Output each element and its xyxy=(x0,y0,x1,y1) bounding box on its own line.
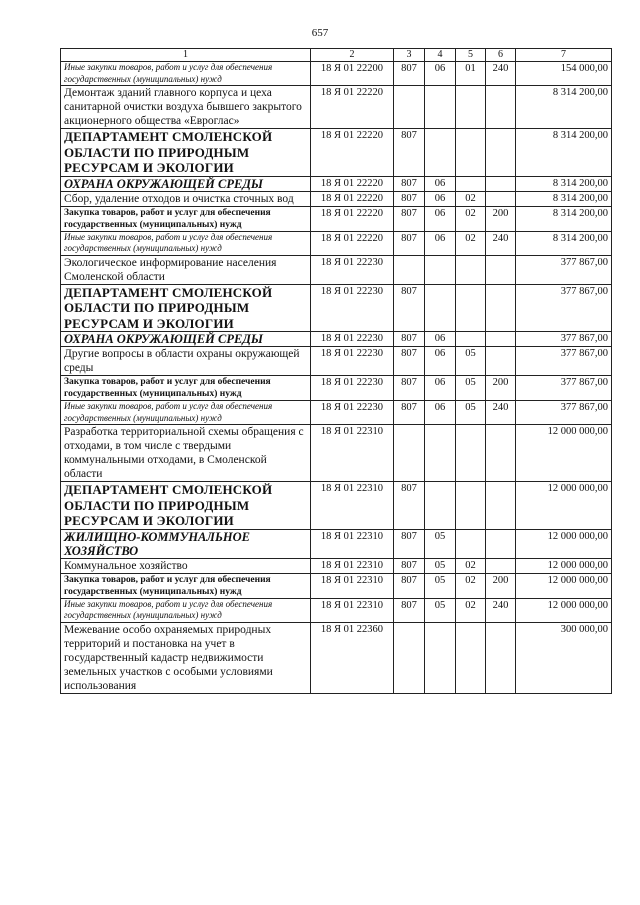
table-row xyxy=(61,622,612,693)
table-row xyxy=(61,231,612,255)
header-row xyxy=(61,49,612,62)
section-code: 05 xyxy=(425,573,456,598)
amount: 377 867,00 xyxy=(516,347,612,376)
subsection-code xyxy=(456,529,486,558)
expense-type-code xyxy=(486,191,516,206)
table-row xyxy=(61,482,612,530)
amount: 154 000,00 xyxy=(516,62,612,86)
subsection-code xyxy=(456,129,486,177)
table-row xyxy=(61,176,612,191)
table-row xyxy=(61,332,612,347)
target-code: 18 Я 01 22220 xyxy=(311,86,394,129)
target-code: 18 Я 01 22220 xyxy=(311,191,394,206)
header-cell-2: 2 xyxy=(311,49,394,62)
grbs-code: 807 xyxy=(394,401,425,425)
subsection-code: 05 xyxy=(456,376,486,401)
row-name: ДЕПАРТАМЕНТ СМОЛЕНСКОЙ ОБЛАСТИ ПО ПРИРОДНЫМ РЕСУРСАМ И ЭКОЛОГИИ xyxy=(61,129,311,177)
target-code: 18 Я 01 22200 xyxy=(311,62,394,86)
grbs-code: 807 xyxy=(394,231,425,255)
header-cell-5: 5 xyxy=(456,49,486,62)
grbs-code: 807 xyxy=(394,482,425,530)
subsection-code xyxy=(456,482,486,530)
header-cell-6: 6 xyxy=(486,49,516,62)
target-code: 18 Я 01 22310 xyxy=(311,558,394,573)
expense-type-code xyxy=(486,284,516,332)
amount: 8 314 200,00 xyxy=(516,86,612,129)
amount: 377 867,00 xyxy=(516,376,612,401)
target-code: 18 Я 01 22230 xyxy=(311,255,394,284)
grbs-code: 807 xyxy=(394,347,425,376)
subsection-code: 02 xyxy=(456,558,486,573)
subsection-code xyxy=(456,176,486,191)
row-name: Иные закупки товаров, работ и услуг для обеспечения государственных (муниципальных) нужд xyxy=(61,231,311,255)
grbs-code: 807 xyxy=(394,206,425,231)
table-row xyxy=(61,376,612,401)
header-cell-4: 4 xyxy=(425,49,456,62)
target-code: 18 Я 01 22230 xyxy=(311,376,394,401)
table-row xyxy=(61,558,612,573)
target-code: 18 Я 01 22230 xyxy=(311,332,394,347)
row-name: Закупка товаров, работ и услуг для обеспечения государственных (муниципальных) нужд xyxy=(61,376,311,401)
expense-type-code xyxy=(486,86,516,129)
header-cell-3: 3 xyxy=(394,49,425,62)
target-code: 18 Я 01 22310 xyxy=(311,598,394,622)
target-code: 18 Я 01 22230 xyxy=(311,284,394,332)
expense-type-code xyxy=(486,558,516,573)
target-code: 18 Я 01 22310 xyxy=(311,529,394,558)
section-code xyxy=(425,425,456,482)
section-code xyxy=(425,255,456,284)
grbs-code: 807 xyxy=(394,191,425,206)
row-name: Разработка территориальной схемы обращения с отходами, в том числе с твердыми коммунальными отходами, в Смоленской области xyxy=(61,425,311,482)
header-cell-7: 7 xyxy=(516,49,612,62)
section-code: 06 xyxy=(425,176,456,191)
section-code xyxy=(425,284,456,332)
expense-type-code xyxy=(486,176,516,191)
amount: 377 867,00 xyxy=(516,332,612,347)
section-code: 06 xyxy=(425,347,456,376)
section-code: 06 xyxy=(425,376,456,401)
target-code: 18 Я 01 22220 xyxy=(311,129,394,177)
table-row xyxy=(61,284,612,332)
subsection-code: 02 xyxy=(456,206,486,231)
target-code: 18 Я 01 22220 xyxy=(311,231,394,255)
target-code: 18 Я 01 22310 xyxy=(311,425,394,482)
grbs-code: 807 xyxy=(394,284,425,332)
table-row xyxy=(61,62,612,86)
expense-type-code: 240 xyxy=(486,231,516,255)
section-code: 05 xyxy=(425,558,456,573)
section-code xyxy=(425,129,456,177)
subsection-code: 01 xyxy=(456,62,486,86)
section-code: 05 xyxy=(425,529,456,558)
target-code: 18 Я 01 22230 xyxy=(311,401,394,425)
target-code: 18 Я 01 22310 xyxy=(311,482,394,530)
subsection-code xyxy=(456,622,486,693)
amount: 377 867,00 xyxy=(516,255,612,284)
budget-table xyxy=(60,48,612,694)
row-name: Межевание особо охраняемых природных территорий и постановка на учет в государственный кадастр недвижимости земельных участков с особыми условиями использования xyxy=(61,622,311,693)
section-code xyxy=(425,482,456,530)
row-name: Другие вопросы в области охраны окружающей среды xyxy=(61,347,311,376)
grbs-code xyxy=(394,86,425,129)
grbs-code: 807 xyxy=(394,62,425,86)
row-name: Иные закупки товаров, работ и услуг для обеспечения государственных (муниципальных) нужд xyxy=(61,62,311,86)
expense-type-code: 240 xyxy=(486,401,516,425)
section-code xyxy=(425,86,456,129)
expense-type-code: 200 xyxy=(486,206,516,231)
subsection-code xyxy=(456,86,486,129)
subsection-code: 05 xyxy=(456,347,486,376)
amount: 377 867,00 xyxy=(516,284,612,332)
table-row xyxy=(61,206,612,231)
row-name: Иные закупки товаров, работ и услуг для обеспечения государственных (муниципальных) нужд xyxy=(61,598,311,622)
amount: 12 000 000,00 xyxy=(516,529,612,558)
section-code: 06 xyxy=(425,231,456,255)
grbs-code: 807 xyxy=(394,176,425,191)
table-row xyxy=(61,425,612,482)
row-name: Коммунальное хозяйство xyxy=(61,558,311,573)
expense-type-code xyxy=(486,482,516,530)
row-name: ЖИЛИЩНО-КОММУНАЛЬНОЕ ХОЗЯЙСТВО xyxy=(61,529,311,558)
grbs-code: 807 xyxy=(394,332,425,347)
expense-type-code xyxy=(486,332,516,347)
expense-type-code: 240 xyxy=(486,598,516,622)
amount: 8 314 200,00 xyxy=(516,206,612,231)
grbs-code xyxy=(394,425,425,482)
table-row xyxy=(61,598,612,622)
section-code: 06 xyxy=(425,206,456,231)
table-row xyxy=(61,255,612,284)
section-code: 05 xyxy=(425,598,456,622)
subsection-code xyxy=(456,255,486,284)
subsection-code: 05 xyxy=(456,401,486,425)
target-code: 18 Я 01 22220 xyxy=(311,206,394,231)
row-name: Иные закупки товаров, работ и услуг для обеспечения государственных (муниципальных) нужд xyxy=(61,401,311,425)
grbs-code: 807 xyxy=(394,558,425,573)
subsection-code xyxy=(456,284,486,332)
table-row xyxy=(61,129,612,177)
subsection-code: 02 xyxy=(456,573,486,598)
table-row xyxy=(61,191,612,206)
row-name: Сбор, удаление отходов и очистка сточных вод xyxy=(61,191,311,206)
target-code: 18 Я 01 22230 xyxy=(311,347,394,376)
section-code: 06 xyxy=(425,332,456,347)
grbs-code: 807 xyxy=(394,529,425,558)
grbs-code: 807 xyxy=(394,129,425,177)
amount: 377 867,00 xyxy=(516,401,612,425)
grbs-code: 807 xyxy=(394,376,425,401)
row-name: ОХРАНА ОКРУЖАЮЩЕЙ СРЕДЫ xyxy=(61,176,311,191)
expense-type-code: 240 xyxy=(486,62,516,86)
subsection-code: 02 xyxy=(456,598,486,622)
expense-type-code xyxy=(486,425,516,482)
page-number: 657 xyxy=(311,27,329,39)
amount: 12 000 000,00 xyxy=(516,598,612,622)
section-code: 06 xyxy=(425,62,456,86)
amount: 300 000,00 xyxy=(516,622,612,693)
table-row xyxy=(61,529,612,558)
row-name: Демонтаж зданий главного корпуса и цеха санитарной очистки воздуха бывшего закрытого акционерного общества «Евроглас» xyxy=(61,86,311,129)
amount: 12 000 000,00 xyxy=(516,425,612,482)
expense-type-code xyxy=(486,529,516,558)
target-code: 18 Я 01 22360 xyxy=(311,622,394,693)
section-code: 06 xyxy=(425,401,456,425)
subsection-code: 02 xyxy=(456,231,486,255)
section-code xyxy=(425,622,456,693)
row-name: Закупка товаров, работ и услуг для обеспечения государственных (муниципальных) нужд xyxy=(61,206,311,231)
table-row xyxy=(61,347,612,376)
row-name: ДЕПАРТАМЕНТ СМОЛЕНСКОЙ ОБЛАСТИ ПО ПРИРОДНЫМ РЕСУРСАМ И ЭКОЛОГИИ xyxy=(61,284,311,332)
subsection-code xyxy=(456,425,486,482)
target-code: 18 Я 01 22310 xyxy=(311,573,394,598)
amount: 8 314 200,00 xyxy=(516,176,612,191)
grbs-code: 807 xyxy=(394,573,425,598)
amount: 8 314 200,00 xyxy=(516,191,612,206)
grbs-code xyxy=(394,255,425,284)
amount: 12 000 000,00 xyxy=(516,573,612,598)
table-row xyxy=(61,573,612,598)
row-name: Экологическое информирование населения Смоленской области xyxy=(61,255,311,284)
amount: 8 314 200,00 xyxy=(516,231,612,255)
grbs-code xyxy=(394,622,425,693)
row-name: Закупка товаров, работ и услуг для обеспечения государственных (муниципальных) нужд xyxy=(61,573,311,598)
amount: 12 000 000,00 xyxy=(516,558,612,573)
table-row xyxy=(61,86,612,129)
expense-type-code xyxy=(486,255,516,284)
table-row xyxy=(61,401,612,425)
row-name: ДЕПАРТАМЕНТ СМОЛЕНСКОЙ ОБЛАСТИ ПО ПРИРОДНЫМ РЕСУРСАМ И ЭКОЛОГИИ xyxy=(61,482,311,530)
subsection-code: 02 xyxy=(456,191,486,206)
table-body xyxy=(61,49,612,694)
amount: 12 000 000,00 xyxy=(516,482,612,530)
header-cell-1: 1 xyxy=(61,49,311,62)
expense-type-code: 200 xyxy=(486,376,516,401)
amount: 8 314 200,00 xyxy=(516,129,612,177)
expense-type-code xyxy=(486,622,516,693)
expense-type-code: 200 xyxy=(486,573,516,598)
expense-type-code xyxy=(486,129,516,177)
row-name: ОХРАНА ОКРУЖАЮЩЕЙ СРЕДЫ xyxy=(61,332,311,347)
expense-type-code xyxy=(486,347,516,376)
target-code: 18 Я 01 22220 xyxy=(311,176,394,191)
subsection-code xyxy=(456,332,486,347)
grbs-code: 807 xyxy=(394,598,425,622)
section-code: 06 xyxy=(425,191,456,206)
